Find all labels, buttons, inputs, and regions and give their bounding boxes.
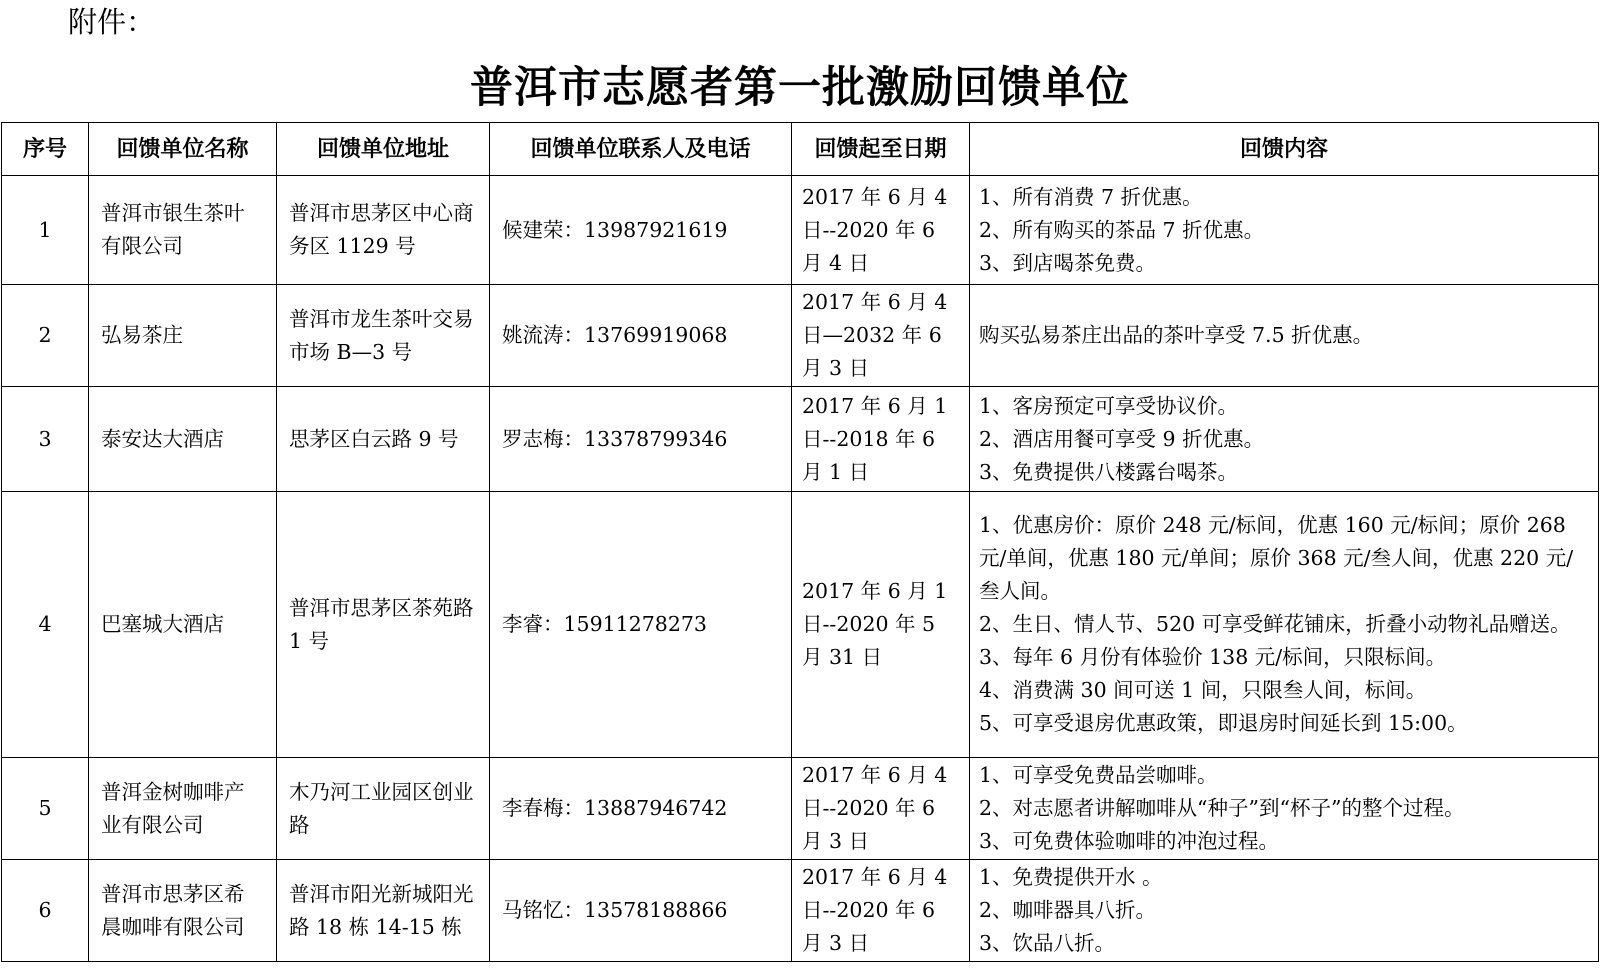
date-range-line: 日--2020 年 6: [802, 898, 936, 922]
cell-name: 泰安达大酒店: [89, 387, 277, 492]
attachment-label: 附件：: [68, 5, 156, 39]
cell-name: 巴塞城大酒店: [89, 492, 277, 758]
content-item: 4、消费满 30 间可送 1 间，只限叁人间，标间。: [979, 678, 1427, 702]
date-range-line: 2017 年 6 月 4: [802, 290, 948, 314]
content-item: 3、免费提供八楼露台喝茶。: [979, 459, 1239, 484]
table-row: [2, 285, 1599, 387]
cell-address: 思茅区白云路 9 号: [277, 387, 490, 492]
date-range-line: 2017 年 6 月 1: [802, 579, 948, 603]
cell-address: 普洱市思茅区茶苑路 1 号: [277, 492, 490, 758]
cell-contact: 李睿：15911278273: [490, 492, 792, 758]
cell-address: 木乃河工业园区创业路: [277, 758, 490, 860]
date-range-line: 2017 年 6 月 4: [802, 763, 948, 787]
cell-address: 普洱市思茅区中心商务区 1129 号: [277, 176, 490, 285]
content-item: 3、到店喝茶免费。: [979, 250, 1157, 275]
cell-content: [970, 176, 1599, 285]
content-item: 2、所有购买的茶品 7 折优惠。: [979, 217, 1265, 242]
table-row: [2, 387, 1599, 492]
cell-no: 3: [2, 387, 89, 492]
table-row: [2, 176, 1599, 285]
date-range-line: 月 3 日: [802, 931, 870, 955]
cell-contact: 罗志梅：13378799346: [490, 387, 792, 492]
content-item: 1、优惠房价：原价 248 元/标间，优惠 160 元/标间；原价 268 元/单间，优惠 180 元/单间；原价 368 元/叁人间，优惠 220 元/叁人间。: [979, 513, 1574, 603]
header-no: 序号: [2, 123, 89, 176]
cell-no: 5: [2, 758, 89, 860]
content-item: 2、生日、情人节、520 可享受鲜花铺床，折叠小动物礼品赠送。: [979, 612, 1571, 636]
cell-content: [970, 285, 1599, 387]
date-range-line: 日--2020 年 6: [802, 217, 936, 242]
date-range-line: 2017 年 6 月 4: [802, 184, 948, 209]
cell-date-range: [792, 387, 970, 492]
cell-contact: 李春梅：13887946742: [490, 758, 792, 860]
header-name: 回馈单位名称: [89, 123, 277, 176]
table-row: [2, 860, 1599, 962]
cell-content: [970, 492, 1599, 758]
cell-name: 普洱金树咖啡产业有限公司: [89, 758, 277, 860]
date-range-line: 月 3 日: [802, 829, 870, 853]
content-item: 5、可享受退房优惠政策，即退房时间延长到 15:00。: [979, 711, 1468, 735]
cell-no: 6: [2, 860, 89, 962]
feedback-units-table: [1, 122, 1599, 962]
date-range-line: 月 3 日: [802, 356, 870, 380]
cell-contact: 马铭忆：13578188866: [490, 860, 792, 962]
date-range-line: 日--2018 年 6: [802, 426, 936, 451]
content-item: 1、可享受免费品尝咖啡。: [979, 763, 1218, 787]
date-range-line: 月 4 日: [802, 250, 870, 275]
table-row: [2, 758, 1599, 860]
header-address: 回馈单位地址: [277, 123, 490, 176]
date-range-line: 日--2020 年 5: [802, 612, 936, 636]
date-range-line: 日—2032 年 6: [802, 323, 942, 347]
table-header-row: [2, 123, 1599, 176]
header-content: 回馈内容: [970, 123, 1599, 176]
content-item: 1、所有消费 7 折优惠。: [979, 184, 1203, 209]
cell-name: 弘易茶庄: [89, 285, 277, 387]
cell-no: 4: [2, 492, 89, 758]
date-range-line: 2017 年 6 月 1: [802, 393, 948, 418]
content-item: 3、饮品八折。: [979, 931, 1116, 955]
cell-date-range: [792, 285, 970, 387]
cell-date-range: [792, 758, 970, 860]
cell-date-range: [792, 492, 970, 758]
cell-content: [970, 387, 1599, 492]
cell-date-range: [792, 860, 970, 962]
table-row: [2, 492, 1599, 758]
cell-content: [970, 758, 1599, 860]
content-item: 2、对志愿者讲解咖啡从“种子”到“杯子”的整个过程。: [979, 796, 1465, 820]
cell-no: 2: [2, 285, 89, 387]
date-range-line: 日--2020 年 6: [802, 796, 936, 820]
cell-name: 普洱市银生茶叶有限公司: [89, 176, 277, 285]
cell-date-range: [792, 176, 970, 285]
date-range-line: 2017 年 6 月 4: [802, 865, 948, 889]
cell-address: 普洱市龙生茶叶交易市场 B—3 号: [277, 285, 490, 387]
content-item: 1、免费提供开水 。: [979, 865, 1163, 889]
content-item: 2、咖啡器具八折。: [979, 898, 1157, 922]
date-range-line: 月 31 日: [802, 645, 883, 669]
cell-name: 普洱市思茅区希晨咖啡有限公司: [89, 860, 277, 962]
page-title: 普洱市志愿者第一批激励回馈单位: [470, 63, 1130, 113]
cell-contact: 候建荣：13987921619: [490, 176, 792, 285]
header-contact: 回馈单位联系人及电话: [490, 123, 792, 176]
content-item: 3、每年 6 月份有体验价 138 元/标间，只限标间。: [979, 645, 1447, 669]
cell-address: 普洱市阳光新城阳光路 18 栋 14-15 栋: [277, 860, 490, 962]
cell-no: 1: [2, 176, 89, 285]
cell-contact: 姚流涛：13769919068: [490, 285, 792, 387]
cell-content: [970, 860, 1599, 962]
content-item: 1、客房预定可享受协议价。: [979, 393, 1239, 418]
content-item: 3、可免费体验咖啡的冲泡过程。: [979, 829, 1280, 853]
content-item: 购买弘易茶庄出品的茶叶享受 7.5 折优惠。: [979, 323, 1374, 347]
date-range-line: 月 1 日: [802, 459, 870, 484]
content-item: 2、酒店用餐可享受 9 折优惠。: [979, 426, 1265, 451]
header-date-range: 回馈起至日期: [792, 123, 970, 176]
